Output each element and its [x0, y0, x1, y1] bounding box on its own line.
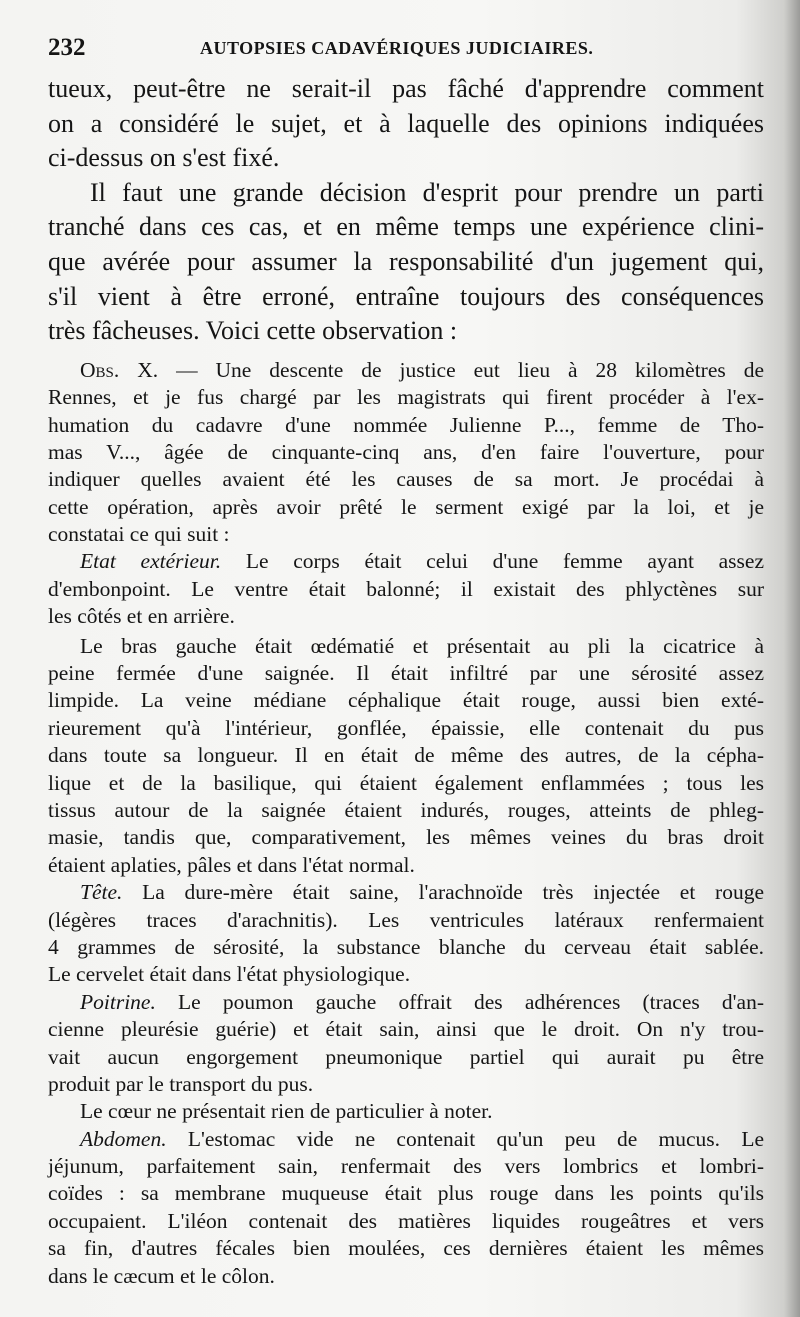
text-line: jéjunum, parfaitement sain, renfermait des vers lombrics et lombri-	[48, 1154, 764, 1179]
coeur-paragraph	[48, 1098, 770, 1125]
text-line: étaient aplaties, pâles et dans l'état normal.	[48, 852, 415, 877]
page-body	[48, 72, 770, 1290]
text-line: cienne pleurésie guérie) et était sain, ainsi que le droit. On n'y trou-	[48, 1017, 764, 1042]
text-run: L'estomac vide ne contenait qu'un peu de mucus. Le	[166, 1126, 764, 1151]
text-line	[48, 879, 764, 906]
text-line: constatai ce qui suit :	[48, 522, 230, 547]
text-line: tueux, peut-être ne serait-il pas fâché d'apprendre comment	[48, 74, 764, 103]
text-line	[48, 548, 764, 575]
observation-paragraph	[48, 357, 770, 549]
text-line: indiquer quelles avaient été les causes de sa mort. Je procédai à	[48, 467, 764, 492]
text-run: — Une descente de justice eut lieu à 28 kilomètres de	[158, 357, 764, 382]
text-line: Le cervelet était dans l'état physiologique.	[48, 962, 411, 987]
etat-exterieur-paragraph	[48, 548, 770, 630]
text-line: (légères traces d'arachnitis). Les ventricules latéraux renfermaient	[48, 907, 764, 932]
intro-paragraph	[48, 72, 770, 176]
text-run: La dure-mère était saine, l'arachnoïde très injectée et rouge	[122, 880, 764, 905]
bras-paragraph	[48, 633, 770, 880]
text-line: dans le cæcum et le côlon.	[48, 1263, 275, 1288]
text-line: Rennes, et je fus chargé par les magistrats qui firent procéder à l'ex-	[48, 385, 764, 410]
text-line: rieurement qu'à l'intérieur, gonflée, épaissie, elle contenait du pus	[48, 715, 764, 740]
text-line: tranché dans ces cas, et en même temps une expérience clini-	[48, 212, 764, 242]
text-line: Il faut une grande décision d'esprit pour prendre un parti	[90, 177, 764, 207]
text-line: produit par le transport du pus.	[48, 1071, 314, 1096]
text-line: limpide. La veine médiane céphalique était rouge, aussi bien exté-	[48, 688, 764, 713]
text-line: mas V..., âgée de cinquante-cinq ans, d'en faire l'ouverture, pour	[48, 439, 764, 464]
abdomen-paragraph	[48, 1126, 770, 1290]
text-line: que avérée pour assumer la responsabilité d'un jugement qui,	[48, 246, 764, 276]
text-line: on a considéré le sujet, et à laquelle des opinions indiquées	[48, 108, 764, 138]
text-line	[48, 1126, 764, 1153]
text-line: coïdes : sa membrane muqueuse était plus rouge dans les points qu'ils	[48, 1181, 764, 1206]
section-label: Abdomen.	[80, 1126, 167, 1151]
observation-label: Obs. X.	[80, 357, 159, 382]
section-label: Poitrine.	[80, 989, 156, 1014]
text-line: masie, tandis que, comparativement, les mêmes veines du bras droit	[48, 825, 764, 850]
text-run: Le poumon gauche offrait des adhérences (traces d'an-	[155, 989, 764, 1014]
page-header	[48, 34, 768, 64]
text-line: Le bras gauche était œdématié et présentait au pli la cicatrice à	[80, 633, 764, 658]
text-line: sa fin, d'autres fécales bien moulées, ces dernières étaient les mêmes	[48, 1236, 764, 1261]
text-line: Le cœur ne présentait rien de particulier à noter.	[80, 1099, 493, 1124]
section-label: Tête.	[80, 880, 123, 905]
text-line: lique et de la basilique, qui étaient également enflammées ; tous les	[48, 770, 764, 795]
tete-paragraph	[48, 879, 770, 989]
text-line: occupaient. L'iléon contenait des matières liquides rougeâtres et vers	[48, 1208, 764, 1233]
running-title: AUTOPSIES CADAVÉRIQUES JUDICIAIRES.	[200, 38, 594, 58]
decision-paragraph	[48, 176, 770, 349]
text-line: humation du cadavre d'une nommée Julienne P..., femme de Tho-	[48, 412, 764, 437]
page-number: 232	[48, 34, 86, 61]
text-line: tissus autour de la saignée étaient indurés, rouges, atteints de phleg-	[48, 798, 764, 822]
text-line: les côtés et en arrière.	[48, 604, 235, 629]
section-label: Etat extérieur.	[80, 549, 222, 574]
text-line: peine fermée d'une saignée. Il était infiltré par une sérosité assez	[48, 661, 764, 686]
text-line: ci-dessus on s'est fixé.	[48, 143, 280, 173]
text-line: vait aucun engorgement pneumonique partiel qui aurait pu être	[48, 1044, 764, 1069]
text-run: Le corps était celui d'une femme ayant assez	[221, 549, 764, 574]
text-line: s'il vient à être erroné, entraîne toujours des conséquences	[48, 281, 764, 311]
text-line	[48, 989, 764, 1016]
text-line: très fâcheuses. Voici cette observation :	[48, 316, 458, 346]
text-line: dans toute sa longueur. Il en était de même des autres, de la cépha-	[48, 743, 764, 768]
poitrine-paragraph	[48, 989, 770, 1099]
text-line: d'embonpoint. Le ventre était balonné; il existait des phlyctènes sur	[48, 576, 764, 601]
text-line: 4 grammes de sérosité, la substance blanche du cerveau était sablée.	[48, 934, 764, 959]
text-line	[48, 357, 764, 384]
text-line: cette opération, après avoir prêté le serment exigé par la loi, et je	[48, 494, 764, 519]
